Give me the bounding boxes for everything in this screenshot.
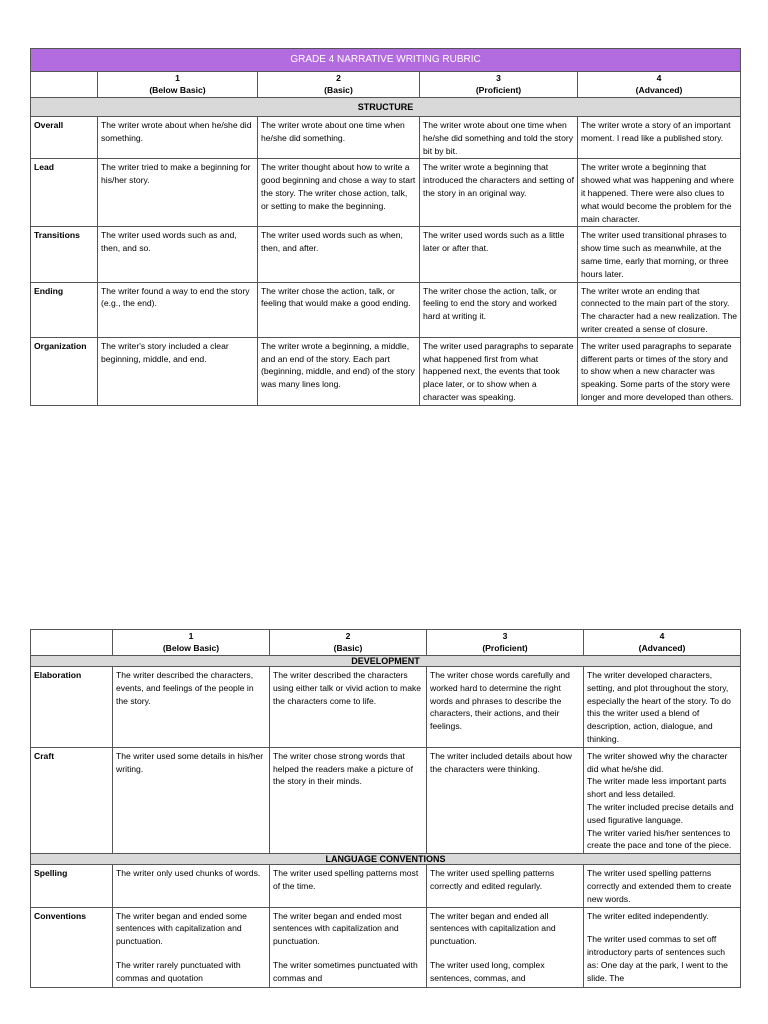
rubric-cell: The writer wrote about one time when he/she did something and told the story bit by bit. [420,117,578,159]
levels-header-row [31,72,741,98]
criterion-label: Conventions [31,907,113,987]
criterion-label: Transitions [31,227,98,282]
rubric-cell: The writer used some details in his/her writing. [113,747,270,853]
level-header [270,630,427,656]
rubric-cell: The writer wrote an ending that connected to the main part of the story. The character had a new realization. The writer created a sense of closure. [578,282,741,337]
criterion-label: Craft [31,747,113,853]
rubric-cell: The writer's story included a clear beginning, middle, and end. [98,337,258,405]
title-row [31,49,741,72]
cell-text: The writer began and ended most sentences with capitalization and punctuation. [273,910,402,947]
table-row [31,227,741,282]
criterion-label: Lead [31,159,98,227]
section-heading-language-conventions: LANGUAGE CONVENTIONS [31,854,741,865]
cell-text: The writer sometimes punctuated with commas and [273,959,418,983]
cell-text: The writer used long, complex sentences, commas, and [430,959,545,983]
level-label: (Basic) [324,84,353,95]
table-row [31,337,741,405]
level-header [113,630,270,656]
rubric-cell: The writer tried to make a beginning for his/her story. [98,159,258,227]
rubric-cell: The writer used words such as a little later or after that. [420,227,578,282]
rubric-cell: The writer used paragraphs to separate different parts or times of the story and to show when a new character was speaking. Some parts of the story were longer and more developed than others. [578,337,741,405]
rubric-cell: The writer chose strong words that helped the readers make a picture of the story in their minds. [270,747,427,853]
level-header [584,630,741,656]
rubric-cell: The writer chose the action, talk, or feeling to end the story and worked hard at writing it. [420,282,578,337]
section-heading-structure: STRUCTURE [31,98,741,117]
table-row [31,282,741,337]
level-number: 1 [188,631,194,641]
criterion-label: Organization [31,337,98,405]
rubric-cell: The writer used spelling patterns most of the time. [270,865,427,907]
header-empty-cell [31,630,113,656]
level-number: 4 [659,631,665,641]
level-label: (Advanced) [635,84,683,95]
rubric-cell [113,907,270,987]
rubric-table-structure [30,48,741,406]
rubric-cell: The writer wrote a beginning that introduced the characters and setting of the story in an original way. [420,159,578,227]
level-number: 4 [656,73,662,83]
rubric-title: GRADE 4 NARRATIVE WRITING RUBRIC [31,49,741,72]
rubric-cell: The writer described the characters, events, and feelings of the people in the story. [113,667,270,748]
level-number: 3 [502,631,508,641]
section-heading-development: DEVELOPMENT [31,656,741,667]
cell-text: The writer used commas to set off introductory parts of sentences such as: One day at the park, I went to the slide. The [587,934,728,983]
rubric-cell: The writer developed characters, setting, and plot throughout the story, especially the heart of the story. To do this the writer used a blend of description, action, dialogue, and thinking. [584,667,741,748]
level-number: 3 [496,73,501,83]
cell-text: The writer began and ended all sentences with capitalization and punctuation. [430,910,556,947]
rubric-cell: The writer chose the action, talk, or feeling that would make a good ending. [258,282,420,337]
level-label: (Below Basic) [162,642,220,653]
rubric-cell [427,907,584,987]
table-row [31,159,741,227]
rubric-cell: The writer wrote about when he/she did something. [98,117,258,159]
section-row [31,854,741,865]
criterion-label: Spelling [31,865,113,907]
rubric-cell: The writer used words such as and, then, and so. [98,227,258,282]
table-row [31,667,741,748]
level-header [258,72,420,98]
level-label: (Proficient) [475,84,522,95]
level-number: 2 [336,73,341,83]
level-number: 2 [345,631,351,641]
rubric-cell: The writer thought about how to write a good beginning and chose a way to start the story. The writer chose action, talk, or setting to make the beginning. [258,159,420,227]
header-empty-cell [31,72,98,98]
rubric-cell [584,907,741,987]
level-header [98,72,258,98]
level-number: 1 [175,73,180,83]
table-row [31,747,741,853]
criterion-label: Elaboration [31,667,113,748]
table-row [31,907,741,987]
rubric-cell: The writer included details about how the characters were thinking. [427,747,584,853]
cell-text: The writer edited independently. [587,910,709,921]
rubric-table-development [30,629,741,988]
rubric-cell: The writer used paragraphs to separate what happened first from what happened next, the events that took place later, or to show when a character was speaking. [420,337,578,405]
table-row [31,865,741,907]
level-header [578,72,741,98]
rubric-cell: The writer wrote a beginning that showed what was happening and where it happened. There were also clues to what would become the problem for the main character. [578,159,741,227]
level-label: (Below Basic) [149,84,206,95]
rubric-cell: The writer used spelling patterns correctly and edited regularly. [427,865,584,907]
criterion-label: Ending [31,282,98,337]
rubric-cell [270,907,427,987]
levels-header-row [31,630,741,656]
rubric-cell: The writer showed why the character did what he/she did. The writer made less important parts short and less detailed. The writer included precise details and used figurative language. The writer varied his/her sentences to create the pace and tone of the piece. [584,747,741,853]
rubric-cell: The writer only used chunks of words. [113,865,270,907]
table-row [31,117,741,159]
level-label: (Advanced) [638,642,686,653]
rubric-cell: The writer found a way to end the story (e.g., the end). [98,282,258,337]
rubric-cell: The writer chose words carefully and worked hard to determine the right words and phrases to describe the characters, their actions, and their feelings. [427,667,584,748]
level-header [420,72,578,98]
rubric-cell: The writer wrote a story of an important moment. I read like a published story. [578,117,741,159]
cell-text: The writer began and ended some sentences with capitalization and punctuation. [116,910,247,947]
rubric-cell: The writer wrote a beginning, a middle, and an end of the story. Each part (beginning, middle, and end) of the story was many lines long. [258,337,420,405]
rubric-cell: The writer used spelling patterns correctly and extended them to create new words. [584,865,741,907]
rubric-cell: The writer used transitional phrases to show time such as meanwhile, at the same time, early that morning, or three hours later. [578,227,741,282]
level-label: (Proficient) [482,642,528,653]
level-label: (Basic) [333,642,363,653]
section-row [31,98,741,117]
section-row [31,656,741,667]
cell-text: The writer rarely punctuated with commas and quotation [116,959,241,983]
rubric-cell: The writer used words such as when, then, and after. [258,227,420,282]
rubric-cell: The writer wrote about one time when he/she did something. [258,117,420,159]
level-header [427,630,584,656]
criterion-label: Overall [31,117,98,159]
rubric-cell: The writer described the characters using either talk or vivid action to make the characters come to life. [270,667,427,748]
